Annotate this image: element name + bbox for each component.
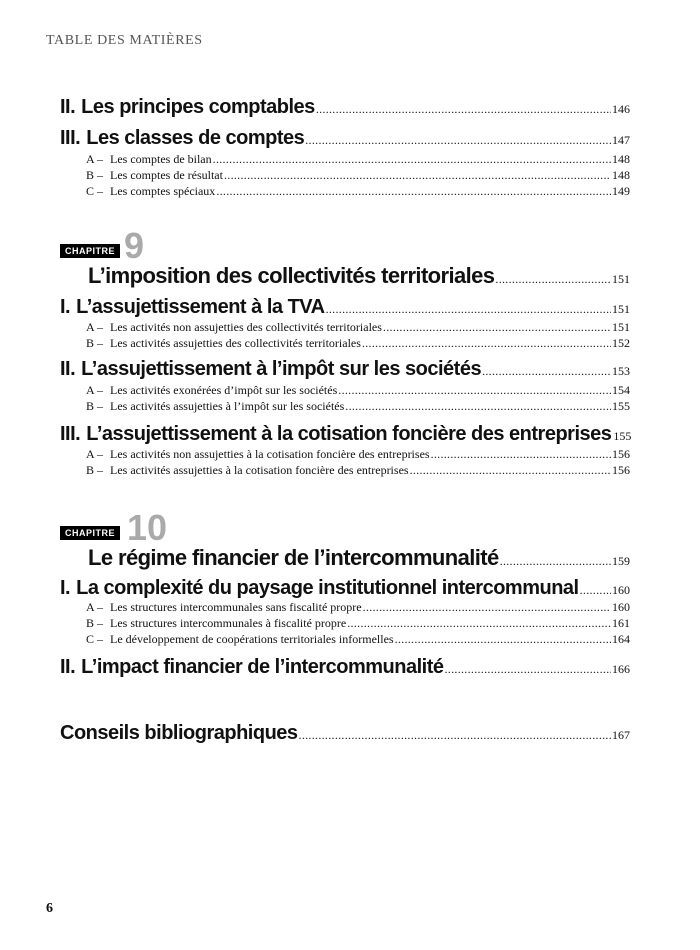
- subsection-letter: A –: [86, 447, 104, 461]
- toc-subsection[interactable]: [86, 616, 630, 631]
- page-ref: 161: [612, 616, 630, 630]
- section-title: L’impact financier de l’intercommunalité: [81, 656, 444, 678]
- dot-leader: [345, 400, 611, 412]
- subsection-title: Les comptes de bilan: [110, 152, 212, 166]
- dot-leader: [326, 303, 611, 315]
- dot-leader: [500, 555, 611, 567]
- page-ref: 155: [612, 399, 630, 413]
- subsection-letter: B –: [86, 616, 104, 630]
- section-title: L’assujettissement à la cotisation foncière des entreprises: [86, 423, 612, 445]
- toc-subsection[interactable]: [86, 383, 630, 398]
- section-title: L’assujettissement à la TVA: [76, 296, 325, 318]
- section-number: III.: [60, 127, 81, 149]
- subsection-letter: B –: [86, 399, 104, 413]
- dot-leader: [216, 185, 611, 197]
- subsection-title: Les activités assujetties des collectivités territoriales: [110, 336, 361, 350]
- page-ref: 149: [612, 184, 630, 198]
- dot-leader: [445, 663, 612, 675]
- section-number: III.: [60, 423, 81, 445]
- subsection-letter: B –: [86, 463, 104, 477]
- running-head: TABLE DES MATIÈRES: [46, 33, 203, 48]
- toc-chapter-10-title[interactable]: [88, 545, 630, 571]
- subsection-title: Le développement de coopérations territoriales informelles: [110, 632, 394, 646]
- page-ref: 160: [612, 583, 630, 597]
- subsection-letter: C –: [86, 632, 104, 646]
- section-number: II.: [60, 358, 76, 380]
- page-ref: 147: [612, 133, 630, 147]
- toc-subsection[interactable]: [86, 399, 630, 414]
- section-title: Les classes de comptes: [86, 127, 305, 149]
- page-ref: 148: [612, 152, 630, 166]
- section-title: La complexité du paysage institutionnel intercommunal: [76, 577, 579, 599]
- dot-leader: [395, 633, 611, 645]
- chapter-tag: CHAPITRE: [60, 526, 120, 540]
- toc-section-cotisation-fonciere[interactable]: [60, 423, 630, 446]
- toc-subsection[interactable]: [86, 463, 630, 478]
- toc-section-impot-societes[interactable]: [60, 358, 630, 381]
- subsection-title: Les activités non assujetties des collectivités territoriales: [110, 320, 382, 334]
- section-number: II.: [60, 96, 76, 118]
- page-ref: 156: [612, 463, 630, 477]
- toc-chapter-9-title[interactable]: [88, 263, 630, 289]
- page-ref: 153: [612, 364, 630, 378]
- page-ref: 159: [612, 554, 630, 568]
- subsection-letter: A –: [86, 600, 104, 614]
- subsection-title: Les activités non assujetties à la cotisation foncière des entreprises: [110, 447, 430, 461]
- subsection-letter: B –: [86, 168, 104, 182]
- toc-section-tva[interactable]: [60, 296, 630, 319]
- section-title: L’assujettissement à l’impôt sur les sociétés: [81, 358, 482, 380]
- subsection-title: Les comptes spéciaux: [110, 184, 216, 198]
- dot-leader: [305, 134, 611, 146]
- toc-subsection[interactable]: [86, 632, 630, 647]
- dot-leader: [495, 273, 611, 285]
- section-title: Conseils bibliographiques: [60, 722, 298, 744]
- toc-subsection[interactable]: [86, 320, 630, 335]
- subsection-letter: A –: [86, 320, 104, 334]
- section-number: I.: [60, 296, 71, 318]
- section-number: I.: [60, 577, 71, 599]
- toc-bibliography[interactable]: [60, 722, 630, 745]
- dot-leader: [482, 365, 611, 377]
- page-ref: 155: [613, 429, 632, 443]
- chapter-number: 10: [127, 507, 168, 548]
- subsection-letter: A –: [86, 383, 104, 397]
- page-ref: 160: [612, 600, 630, 614]
- toc-section-paysage-intercommunal[interactable]: [60, 577, 630, 600]
- page-ref: 166: [612, 662, 630, 676]
- dot-leader: [580, 584, 611, 596]
- section-number: II.: [60, 656, 76, 678]
- dot-leader: [363, 601, 611, 613]
- toc-section-impact-financier[interactable]: [60, 656, 630, 679]
- toc-subsection[interactable]: [86, 447, 630, 462]
- dot-leader: [383, 321, 611, 333]
- subsection-title: Les structures intercommunales sans fiscalité propre: [110, 600, 362, 614]
- subsection-title: Les comptes de résultat: [110, 168, 223, 182]
- subsection-letter: C –: [86, 184, 104, 198]
- subsection-title: Les structures intercommunales à fiscalité propre: [110, 616, 347, 630]
- toc-subsection[interactable]: [86, 336, 630, 351]
- page-ref: 152: [612, 336, 630, 350]
- toc-section-classes-de-comptes[interactable]: [60, 127, 630, 150]
- subsection-letter: A –: [86, 152, 104, 166]
- page-ref: 154: [612, 383, 630, 397]
- dot-leader: [224, 169, 611, 181]
- dot-leader: [347, 617, 611, 629]
- subsection-title: Les activités exonérées d’impôt sur les sociétés: [110, 383, 338, 397]
- page-number: 6: [46, 901, 53, 916]
- page-ref: 146: [612, 102, 630, 116]
- page-ref: 156: [612, 447, 630, 461]
- dot-leader: [299, 729, 611, 741]
- chapter-title: L’imposition des collectivités territoriales: [88, 263, 495, 288]
- dot-leader: [431, 448, 611, 460]
- page-ref: 151: [612, 320, 630, 334]
- subsection-title: Les activités assujetties à la cotisation foncière des entreprises: [110, 463, 409, 477]
- dot-leader: [316, 103, 611, 115]
- chapter-title: Le régime financier de l’intercommunalité: [88, 545, 499, 570]
- toc-subsection[interactable]: [86, 168, 630, 183]
- page-ref: 151: [612, 272, 630, 286]
- dot-leader: [338, 384, 611, 396]
- subsection-title: Les activités assujetties à l’impôt sur les sociétés: [110, 399, 345, 413]
- page-ref: 148: [612, 168, 630, 182]
- toc-subsection[interactable]: [86, 600, 630, 615]
- page-ref: 164: [612, 632, 630, 646]
- chapter-number: 9: [124, 225, 145, 266]
- dot-leader: [410, 464, 611, 476]
- page-ref: 167: [612, 728, 630, 742]
- subsection-letter: B –: [86, 336, 104, 350]
- section-title: Les principes comptables: [81, 96, 315, 118]
- chapter-tag: CHAPITRE: [60, 244, 120, 258]
- toc-subsection[interactable]: [86, 152, 630, 167]
- dot-leader: [213, 153, 611, 165]
- toc-subsection[interactable]: [86, 184, 630, 199]
- page-ref: 151: [612, 302, 630, 316]
- toc-section-principes-comptables[interactable]: [60, 96, 630, 119]
- dot-leader: [362, 337, 611, 349]
